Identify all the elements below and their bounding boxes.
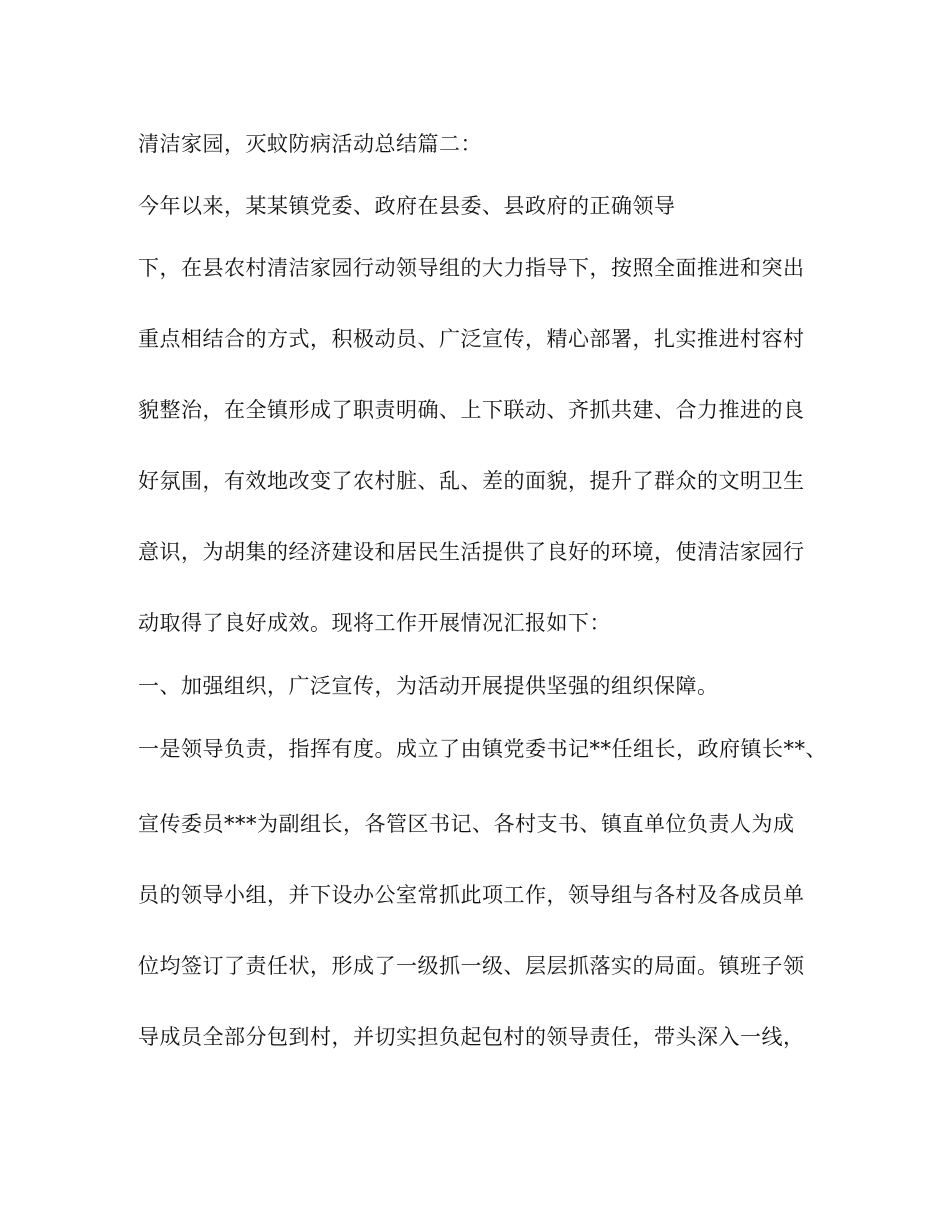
text-line: 一是领导负责，指挥有度。成立了由镇党委书记**任组长，政府镇长**、 xyxy=(138,737,827,761)
section-heading: 一、加强组织，广泛宣传，为活动开展提供坚强的组织保障。 xyxy=(138,674,719,698)
text-line: 今年以来，某某镇党委、政府在县委、县政府的正确领导 xyxy=(138,194,676,218)
text-line: 宣传委员***为副组长，各管区书记、各村支书、镇直单位负责人为成 xyxy=(138,812,795,836)
text-line: 导成员全部分包到村，并切实担负起包村的领导责任，带头深入一线， xyxy=(138,1025,805,1049)
text-line: 意识，为胡集的经济建设和居民生活提供了良好的环境，使清洁家园行 xyxy=(138,540,805,564)
text-line: 好氛围，有效地改变了农村脏、乱、差的面貌，提升了群众的文明卫生 xyxy=(138,469,805,493)
text-line: 动取得了良好成效。现将工作开展情况汇报如下： xyxy=(138,611,611,635)
text-line: 貌整治，在全镇形成了职责明确、上下联动、齐抓共建、合力推进的良 xyxy=(138,398,805,422)
text-line: 下，在县农村清洁家园行动领导组的大力指导下，按照全面推进和突出 xyxy=(138,256,805,280)
text-line: 重点相结合的方式，积极动员、广泛宣传，精心部署，扎实推进村容村 xyxy=(138,327,805,351)
text-line: 员的领导小组，并下设办公室常抓此项工作，领导组与各村及各成员单 xyxy=(138,883,805,907)
document-heading: 清洁家园，灭蚊防病活动总结篇二： xyxy=(138,132,482,156)
text-line: 位均签订了责任状，形成了一级抓一级、层层抓落实的局面。镇班子领 xyxy=(138,954,805,978)
